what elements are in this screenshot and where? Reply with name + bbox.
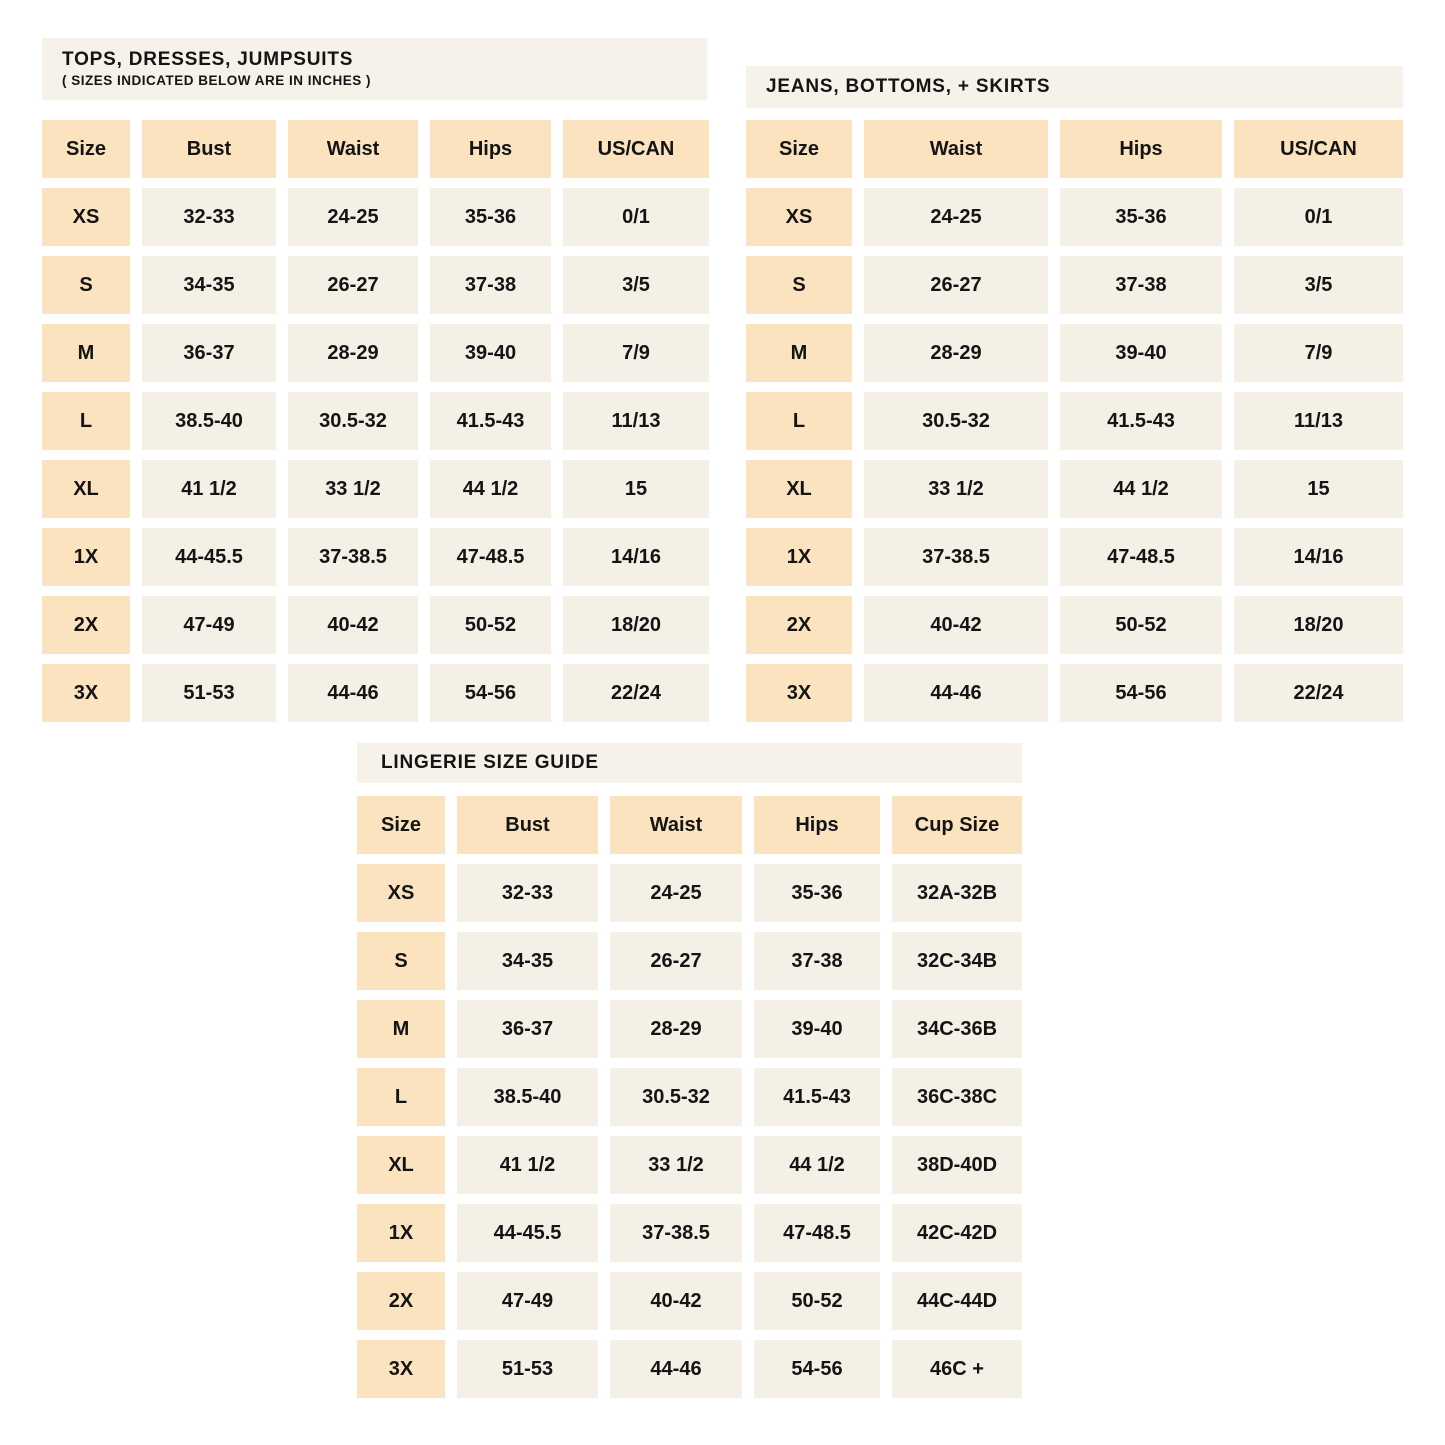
tops-row-5-col-1: 44-45.5 [142,528,276,586]
lingerie-row-3-col-3: 41.5-43 [754,1068,880,1126]
lingerie-row-0-col-2: 24-25 [610,864,742,922]
tops-size-label-7: 3X [42,664,130,722]
bottoms-row-1-col-3: 3/5 [1234,256,1403,314]
tops-row-5-col-2: 37-38.5 [288,528,418,586]
bottoms-row-4-col-2: 44 1/2 [1060,460,1222,518]
lingerie-row-3-col-2: 30.5-32 [610,1068,742,1126]
lingerie-row-2-col-2: 28-29 [610,1000,742,1058]
tops-row-2-col-4: 7/9 [563,324,709,382]
lingerie-size-label-1: S [357,932,445,990]
tops-row-7-col-4: 22/24 [563,664,709,722]
lingerie-size-label-7: 3X [357,1340,445,1398]
lingerie-size-label-3: L [357,1068,445,1126]
lingerie-row-2-col-1: 36-37 [457,1000,598,1058]
bottoms-row-3-col-1: 30.5-32 [864,392,1048,450]
bottoms-row-0-col-1: 24-25 [864,188,1048,246]
tops-row-6-col-4: 18/20 [563,596,709,654]
lingerie-header-hips: Hips [754,796,880,854]
lingerie-row-6-col-1: 47-49 [457,1272,598,1330]
bottoms-size-label-3: L [746,392,852,450]
bottoms-row-1-col-1: 26-27 [864,256,1048,314]
bottoms-row-2-col-1: 28-29 [864,324,1048,382]
bottoms-row-6-col-3: 18/20 [1234,596,1403,654]
tops-row-7-col-3: 54-56 [430,664,551,722]
tops-row-3-col-2: 30.5-32 [288,392,418,450]
tops-row-6-col-2: 40-42 [288,596,418,654]
bottoms-row-2-col-3: 7/9 [1234,324,1403,382]
bottoms-row-6-col-2: 50-52 [1060,596,1222,654]
tops-table-title-banner [42,38,707,100]
tops-row-4-col-3: 44 1/2 [430,460,551,518]
tops-size-label-1: S [42,256,130,314]
lingerie-row-7-col-1: 51-53 [457,1340,598,1398]
tops-row-5-col-3: 47-48.5 [430,528,551,586]
bottoms-row-3-col-2: 41.5-43 [1060,392,1222,450]
lingerie-header-waist: Waist [610,796,742,854]
tops-header-size: Size [42,120,130,178]
tops-row-5-col-4: 14/16 [563,528,709,586]
tops-row-6-col-1: 47-49 [142,596,276,654]
tops-row-0-col-2: 24-25 [288,188,418,246]
lingerie-size-guide-table [357,743,1022,1398]
lingerie-size-label-2: M [357,1000,445,1058]
bottoms-row-0-col-3: 0/1 [1234,188,1403,246]
lingerie-row-7-col-3: 54-56 [754,1340,880,1398]
lingerie-row-4-col-3: 44 1/2 [754,1136,880,1194]
tops-size-label-3: L [42,392,130,450]
tops-row-1-col-1: 34-35 [142,256,276,314]
bottoms-header-size: Size [746,120,852,178]
bottoms-size-label-6: 2X [746,596,852,654]
tops-row-7-col-1: 51-53 [142,664,276,722]
lingerie-row-0-col-1: 32-33 [457,864,598,922]
lingerie-row-5-col-2: 37-38.5 [610,1204,742,1262]
bottoms-header-us-can: US/CAN [1234,120,1403,178]
lingerie-row-4-col-4: 38D-40D [892,1136,1022,1194]
bottoms-row-7-col-1: 44-46 [864,664,1048,722]
tops-row-7-col-2: 44-46 [288,664,418,722]
bottoms-row-2-col-2: 39-40 [1060,324,1222,382]
tops-row-3-col-3: 41.5-43 [430,392,551,450]
tops-row-1-col-3: 37-38 [430,256,551,314]
lingerie-row-1-col-3: 37-38 [754,932,880,990]
lingerie-row-0-col-4: 32A-32B [892,864,1022,922]
tops-row-0-col-3: 35-36 [430,188,551,246]
tops-header-us-can: US/CAN [563,120,709,178]
tops-row-1-col-2: 26-27 [288,256,418,314]
tops-table-grid [42,120,707,722]
lingerie-row-7-col-2: 44-46 [610,1340,742,1398]
lingerie-table-grid [357,796,1022,1398]
bottoms-row-4-col-1: 33 1/2 [864,460,1048,518]
lingerie-size-label-0: XS [357,864,445,922]
lingerie-row-6-col-4: 44C-44D [892,1272,1022,1330]
bottoms-row-6-col-1: 40-42 [864,596,1048,654]
bottoms-row-0-col-2: 35-36 [1060,188,1222,246]
bottoms-header-hips: Hips [1060,120,1222,178]
bottoms-row-5-col-1: 37-38.5 [864,528,1048,586]
tops-row-4-col-2: 33 1/2 [288,460,418,518]
lingerie-row-2-col-4: 34C-36B [892,1000,1022,1058]
bottoms-row-1-col-2: 37-38 [1060,256,1222,314]
lingerie-row-5-col-1: 44-45.5 [457,1204,598,1262]
lingerie-row-5-col-3: 47-48.5 [754,1204,880,1262]
tops-header-hips: Hips [430,120,551,178]
tops-size-label-2: M [42,324,130,382]
lingerie-size-label-6: 2X [357,1272,445,1330]
bottoms-row-5-col-2: 47-48.5 [1060,528,1222,586]
lingerie-row-4-col-2: 33 1/2 [610,1136,742,1194]
jeans-bottoms-skirts-table [746,66,1403,722]
lingerie-header-bust: Bust [457,796,598,854]
tops-row-2-col-2: 28-29 [288,324,418,382]
bottoms-header-waist: Waist [864,120,1048,178]
lingerie-table-title-banner [357,743,1022,783]
tops-row-1-col-4: 3/5 [563,256,709,314]
bottoms-row-3-col-3: 11/13 [1234,392,1403,450]
lingerie-table-title: LINGERIE SIZE GUIDE [381,752,599,773]
lingerie-row-4-col-1: 41 1/2 [457,1136,598,1194]
tops-size-label-5: 1X [42,528,130,586]
tops-row-4-col-1: 41 1/2 [142,460,276,518]
lingerie-size-label-5: 1X [357,1204,445,1262]
lingerie-row-1-col-1: 34-35 [457,932,598,990]
tops-size-label-0: XS [42,188,130,246]
bottoms-table-title: JEANS, BOTTOMS, + SKIRTS [766,76,1051,97]
tops-row-0-col-4: 0/1 [563,188,709,246]
bottoms-row-7-col-2: 54-56 [1060,664,1222,722]
bottoms-size-label-7: 3X [746,664,852,722]
lingerie-row-1-col-4: 32C-34B [892,932,1022,990]
bottoms-table-title-banner [746,66,1403,108]
tops-row-4-col-4: 15 [563,460,709,518]
lingerie-row-6-col-3: 50-52 [754,1272,880,1330]
bottoms-row-5-col-3: 14/16 [1234,528,1403,586]
bottoms-row-4-col-3: 15 [1234,460,1403,518]
lingerie-row-0-col-3: 35-36 [754,864,880,922]
bottoms-size-label-2: M [746,324,852,382]
lingerie-row-7-col-4: 46C + [892,1340,1022,1398]
lingerie-row-6-col-2: 40-42 [610,1272,742,1330]
tops-size-label-4: XL [42,460,130,518]
tops-dresses-jumpsuits-table [42,38,707,722]
tops-size-label-6: 2X [42,596,130,654]
tops-table-title: TOPS, DRESSES, JUMPSUITS [62,49,354,70]
bottoms-size-label-0: XS [746,188,852,246]
lingerie-header-cup-size: Cup Size [892,796,1022,854]
bottoms-row-7-col-3: 22/24 [1234,664,1403,722]
lingerie-header-size: Size [357,796,445,854]
lingerie-row-2-col-3: 39-40 [754,1000,880,1058]
bottoms-size-label-1: S [746,256,852,314]
tops-row-6-col-3: 50-52 [430,596,551,654]
tops-row-2-col-3: 39-40 [430,324,551,382]
tops-row-0-col-1: 32-33 [142,188,276,246]
tops-table-subtitle: ( SIZES INDICATED BELOW ARE IN INCHES ) [62,73,372,88]
bottoms-size-label-5: 1X [746,528,852,586]
lingerie-row-1-col-2: 26-27 [610,932,742,990]
lingerie-row-3-col-4: 36C-38C [892,1068,1022,1126]
tops-header-waist: Waist [288,120,418,178]
tops-row-3-col-1: 38.5-40 [142,392,276,450]
bottoms-table-grid [746,120,1403,722]
bottoms-size-label-4: XL [746,460,852,518]
lingerie-row-5-col-4: 42C-42D [892,1204,1022,1262]
lingerie-size-label-4: XL [357,1136,445,1194]
tops-row-3-col-4: 11/13 [563,392,709,450]
lingerie-row-3-col-1: 38.5-40 [457,1068,598,1126]
tops-row-2-col-1: 36-37 [142,324,276,382]
tops-header-bust: Bust [142,120,276,178]
